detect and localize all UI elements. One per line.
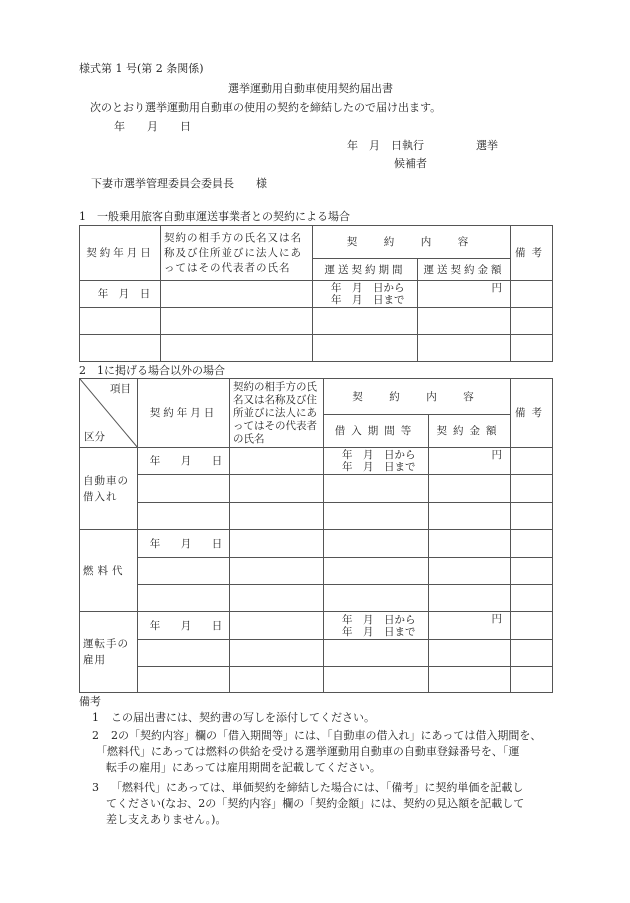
period-cell[interactable] — [324, 475, 429, 503]
table-row — [80, 558, 553, 585]
table-row — [80, 503, 553, 530]
table-row — [80, 448, 553, 475]
note-text: 2の「契約内容」欄の「借入期間等」には、「自動車の借入れ」にあっては借入期間を、 — [111, 729, 542, 742]
table-row — [80, 281, 553, 308]
contract-date-cell[interactable] — [138, 667, 230, 693]
form-number: 様式第 1 号(第 2 条関係) — [79, 62, 204, 75]
party-cell[interactable] — [230, 530, 324, 558]
period-cell[interactable] — [324, 530, 429, 558]
amount-cell[interactable] — [429, 558, 511, 585]
note-text: てください(なお、2の「契約内容」欄の「契約金額」には、契約の見込額を記載して — [106, 797, 525, 810]
table-row — [80, 335, 553, 362]
header-remarks: 備考 — [511, 226, 553, 281]
section2-table — [79, 378, 553, 693]
party-cell[interactable] — [161, 308, 313, 335]
amount-cell[interactable]: 円 — [418, 281, 511, 308]
note-number: 2 — [92, 729, 99, 742]
amount-cell[interactable]: 円 — [429, 612, 511, 640]
period-cell[interactable] — [324, 558, 429, 585]
header-amount: 契約金額 — [429, 415, 511, 448]
table-row — [80, 667, 553, 693]
contract-date-cell[interactable] — [138, 640, 230, 667]
party-cell[interactable] — [230, 475, 324, 503]
contract-date-cell[interactable] — [138, 585, 230, 612]
header-amount: 運送契約金額 — [418, 259, 511, 281]
header-category: 区分 — [84, 431, 105, 443]
contract-date-cell[interactable] — [80, 335, 161, 362]
candidate-label: 候補者 — [394, 157, 427, 170]
document-title: 選挙運動用自動車使用契約届出書 — [228, 82, 393, 95]
amount-cell[interactable] — [429, 585, 511, 612]
remarks-cell[interactable] — [511, 612, 553, 640]
contract-date-cell[interactable]: 年 月 日 — [138, 530, 230, 558]
header-contract-date: 契約年月日 — [80, 226, 161, 281]
remarks-cell[interactable] — [511, 558, 553, 585]
period-cell[interactable] — [324, 612, 429, 640]
remarks-cell[interactable] — [511, 503, 553, 530]
period-cell[interactable] — [324, 667, 429, 693]
period-cell[interactable] — [324, 448, 429, 475]
table-row — [80, 530, 553, 558]
header-contents: 契 約 内 容 — [313, 226, 511, 259]
note-1 — [92, 710, 375, 726]
contract-date-cell[interactable] — [80, 308, 161, 335]
party-cell[interactable] — [230, 558, 324, 585]
note-text: 「燃料代」にあっては燃料の供給を受ける選挙運動用自動車の自動車登録番号を、「運 — [96, 745, 520, 758]
amount-cell[interactable] — [418, 308, 511, 335]
period-to: 年 月 日まで — [342, 625, 416, 638]
header-contents: 契 約 内 容 — [324, 379, 511, 415]
header-remarks: 備考 — [511, 379, 553, 448]
election-date: 年 月 日執行 — [347, 139, 424, 152]
period-cell[interactable] — [313, 281, 418, 308]
party-cell[interactable] — [230, 667, 324, 693]
note-number: 3 — [92, 781, 99, 794]
party-cell[interactable] — [161, 281, 313, 308]
party-cell[interactable] — [230, 612, 324, 640]
party-cell[interactable] — [161, 335, 313, 362]
note-2 — [92, 728, 541, 776]
addressee: 下妻市選挙管理委員会委員長 様 — [91, 177, 267, 190]
period-from: 年 月 日から — [342, 449, 416, 461]
period-from: 年 月 日から — [331, 282, 405, 294]
remarks-cell[interactable] — [511, 475, 553, 503]
remarks-cell[interactable] — [511, 448, 553, 475]
header-period: 運送契約期間 — [313, 259, 418, 281]
period-from: 年 月 日から — [342, 613, 416, 626]
period-cell[interactable] — [313, 308, 418, 335]
notes-heading: 備考 — [79, 695, 101, 708]
note-text: 転手の雇用」にあっては雇用期間を記載してください。 — [106, 761, 381, 774]
remarks-cell[interactable] — [511, 308, 553, 335]
header-party: 契約の相手方の氏名又は名称及び住所並びに法人にあってはその代表者の氏名 — [230, 379, 324, 448]
amount-cell[interactable] — [429, 667, 511, 693]
note-3 — [92, 780, 524, 828]
note-number: 1 — [92, 711, 99, 724]
contract-date-cell[interactable]: 年 月 日 — [80, 281, 161, 308]
submission-date: 年 月 日 — [114, 120, 191, 133]
table-row — [80, 308, 553, 335]
party-cell[interactable] — [230, 585, 324, 612]
party-cell[interactable] — [230, 503, 324, 530]
amount-cell[interactable] — [429, 640, 511, 667]
period-cell[interactable] — [324, 503, 429, 530]
category-fuel: 燃料代 — [80, 530, 138, 612]
table-row — [80, 585, 553, 612]
table-row — [80, 475, 553, 503]
intro-text: 次のとおり選挙運動用自動車の使用の契約を締結したので届け出ます。 — [90, 101, 442, 114]
contract-date-cell[interactable] — [138, 475, 230, 503]
note-text: 差し支えありません。)。 — [106, 813, 227, 826]
item-category-header — [80, 379, 138, 448]
period-to: 年 月 日まで — [331, 294, 405, 306]
contract-date-cell[interactable]: 年 月 日 — [138, 612, 230, 640]
header-item: 項目 — [110, 383, 131, 395]
party-cell[interactable] — [230, 640, 324, 667]
period-cell[interactable] — [313, 335, 418, 362]
note-text: 「燃料代」にあっては、単価契約を締結した場合には、「備考」に契約単価を記載し — [111, 781, 524, 794]
amount-cell[interactable] — [429, 530, 511, 558]
table-row — [80, 612, 553, 640]
period-cell[interactable] — [324, 585, 429, 612]
amount-cell[interactable]: 円 — [429, 448, 511, 475]
category-car-rental: 自動車の借入れ — [80, 448, 138, 530]
remarks-cell[interactable] — [511, 281, 553, 308]
remarks-cell[interactable] — [511, 585, 553, 612]
party-cell[interactable] — [230, 448, 324, 475]
contract-date-cell[interactable] — [138, 558, 230, 585]
remarks-cell[interactable] — [511, 530, 553, 558]
section1-table — [79, 225, 553, 362]
remarks-cell[interactable] — [511, 640, 553, 667]
amount-cell[interactable] — [429, 475, 511, 503]
header-party: 契約の相手方の氏名又は名称及び住所並びに法人にあってはその代表者の氏名 — [161, 226, 313, 281]
remarks-cell[interactable] — [511, 335, 553, 362]
period-cell[interactable] — [324, 640, 429, 667]
amount-cell[interactable] — [429, 503, 511, 530]
section2-heading: 2 1に掲げる場合以外の場合 — [79, 364, 225, 377]
election-label: 選挙 — [476, 139, 498, 152]
header-contract-date: 契約年月日 — [138, 379, 230, 448]
table-row — [80, 640, 553, 667]
category-driver-employment: 運転手の雇用 — [80, 612, 138, 693]
contract-date-cell[interactable]: 年 月 日 — [138, 448, 230, 475]
period-to: 年 月 日まで — [342, 461, 416, 473]
remarks-cell[interactable] — [511, 667, 553, 693]
header-period: 借入期間等 — [324, 415, 429, 448]
section1-heading: 1 一般乗用旅客自動車運送事業者との契約による場合 — [79, 210, 350, 223]
contract-date-cell[interactable] — [138, 503, 230, 530]
note-text: この届出書には、契約書の写しを添付してください。 — [111, 711, 375, 724]
amount-cell[interactable] — [418, 335, 511, 362]
